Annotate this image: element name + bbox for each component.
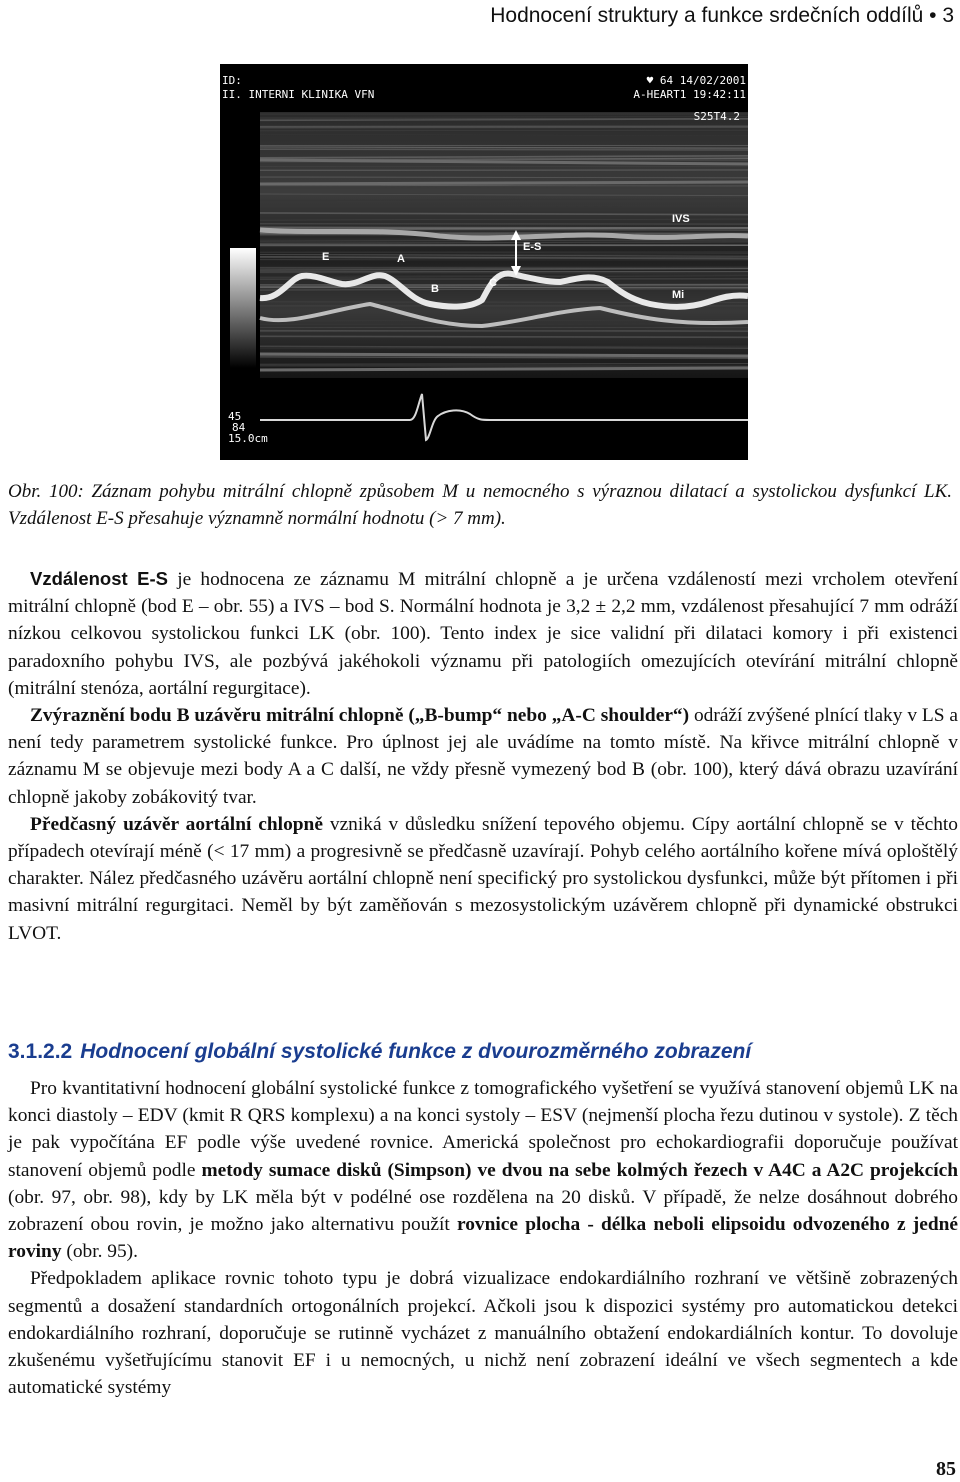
paragraph-text: (obr. 97, obr. 98), kdy by LK měla být v podélné ose rozdělena na 20 disků. V případě, že nelze dosáhnout dobrého zobrazení obou rovin, je možno jako alternativu použít — [8, 1186, 958, 1236]
term-aortic-closure: Předčasný uzávěr aortální chlopně — [30, 813, 323, 835]
m-mode-image — [220, 64, 748, 460]
running-header: Hodnocení struktury a funkce srdečních oddílů • 3 — [490, 4, 954, 27]
figure-caption: Obr. 100: Záznam pohybu mitrální chlopně způsobem M u nemocného s výraznou dilatací a systolickou dysfunkcí LK. Vzdálenost E-S přesahuje významně normální hodnotu (> 7 mm). — [8, 481, 952, 529]
label-e-s: E-S — [523, 241, 542, 253]
label-mi: Mi — [672, 289, 685, 301]
speckle-line — [260, 302, 748, 303]
body-block-2 — [8, 1075, 958, 1401]
paragraph-aortic-closure — [8, 811, 958, 947]
paragraph-text: odráží zvýšené plnící tlaky v LS a není tedy parametrem systolické funkce. Pro úplnost jej ale uvádíme na tomto místě. Na křivce mitrální chlopně v záznamu M se objevuje mezi body A a C další, ne vždy přesně vymezený bod B (obr. 100), který dává obrazu uzavírání chlopně jakoby zobákovitý tvar. — [8, 705, 959, 808]
label-b: B — [431, 283, 439, 295]
overlay-clinic: II. INTERNI KLINIKA VFN — [222, 88, 375, 101]
paragraph-text: vzniká v důsledku snížení tepového objemu. Cípy aortální chlopně se v těchto případech otevírají méně (< 17 mm) a progresivně se předčasně uzavírají. Pohyb celého aortálního kořene mívá oploštělý charakter. Nález předčasného uzávěru aortální chlopně není specifický pro systolickou dysfunkci, může být přítomen i při masivní mitrální regurgitaci. Neměl by být zaměňován s mezosystolickým uzávěrem chlopně při dynamické obstrukci LVOT. — [8, 813, 959, 944]
speckle-line — [260, 336, 748, 337]
speckle-line — [260, 127, 748, 128]
term-e-s-distance: Vzdálenost E-S — [30, 568, 168, 589]
overlay-id: ID: — [222, 74, 242, 87]
paragraph-text: Pro kvantitativní hodnocení globální systolické funkce z tomografického vyšetření se využívá stanovení objemů LK na konci diastoly – EDV (kmit R QRS komplexu) a na konci systoly – ESV (nejmenší plocha řezu dutinou v systole). Z těch je pak vypočítána EF podle výše uvedené rovnice. Americká společnost pro echokardiografii doporučuje používat stanovení objemů podle — [8, 1078, 958, 1181]
grayscale-bar — [230, 248, 256, 368]
speckle-line — [260, 149, 748, 150]
paragraph-text: (obr. 95). — [61, 1241, 138, 1263]
label-c: C — [489, 277, 497, 289]
overlay-depth-1: 45 — [228, 410, 242, 423]
paragraph-prerequisite — [8, 1265, 958, 1401]
body-block-1 — [8, 565, 958, 947]
speckle-line — [260, 227, 748, 228]
page-number: 85 — [936, 1458, 956, 1480]
speckle-line — [260, 206, 748, 207]
overlay-heart-rate-date: ♥ 64 14/02/2001 — [646, 74, 746, 87]
term-b-bump: Zvýraznění bodu B uzávěru mitrální chlopně („B-bump“ nebo „A-C shoulder“) — [30, 705, 690, 727]
section-title: Hodnocení globální systolické funkce z dvourozměrného zobrazení — [80, 1040, 752, 1063]
label-e: E — [322, 251, 330, 263]
paragraph-e-s-distance — [8, 565, 958, 702]
paragraph-quantitative — [8, 1075, 958, 1265]
term-area-length: rovnice plocha - délka neboli elipsoidu odvozeného z jedné roviny — [8, 1214, 958, 1263]
paragraph-text: Předpokladem aplikace rovnic tohoto typu je dobrá vizualizace endokardiálního rozhraní ve většině zobrazených segmentů a dosažení standardních ortogonálních projekcí. Ačkoli jsou k dispozici systémy pro automatickou detekci endokardiálního rozhraní, doporučuje se rutinně vycházet z manuálního obtažení endokardiálních kontur. To dovoluje zkušenému vyšetřujícímu stanovit EF i u nemocných, u nichž není zobrazení ideální ve všech segmentech a kde automatické systémy — [8, 1268, 958, 1399]
m-mode-echo-figure — [220, 64, 748, 460]
paragraph-text: je hodnocena ze záznamu M mitrální chlopně a je určena vzdáleností mezi vrcholem otevření mitrální chlopně (bod E – obr. 55) a IVS – bod S. Normální hodnota je 3,2 ± 2,2 mm, vzdálenost přesahující 7 mm odráží nízkou celkovou systolickou funkci LK (obr. 100). Tento index je sice validní při dilataci komory i při existenci paradoxního pohybu IVS, ale pozbývá jakéhokoli významu při patologiích omezujících otevírání mitrální chlopně (mitrální stenóza, aortální regurgitace). — [8, 569, 958, 699]
speckle-line — [260, 364, 748, 365]
term-simpson-method: metody sumace disků (Simpson) ve dvou na sebe kolmých řezech v A4C a A2C projekcích — [201, 1159, 958, 1181]
overlay-depth-2: 84 — [232, 421, 246, 434]
overlay-depth-cm: 15.0cm — [228, 432, 268, 445]
label-ivs: IVS — [672, 213, 690, 225]
paragraph-b-bump — [8, 702, 958, 811]
section-number: 3.1.2.2 — [8, 1040, 73, 1063]
overlay-device-time: A-HEART1 19:42:11 — [633, 88, 746, 101]
section-heading — [8, 1040, 751, 1064]
overlay-probe: S25T4.2 — [693, 110, 740, 123]
speckle-line — [260, 130, 748, 131]
label-a: A — [397, 253, 405, 265]
